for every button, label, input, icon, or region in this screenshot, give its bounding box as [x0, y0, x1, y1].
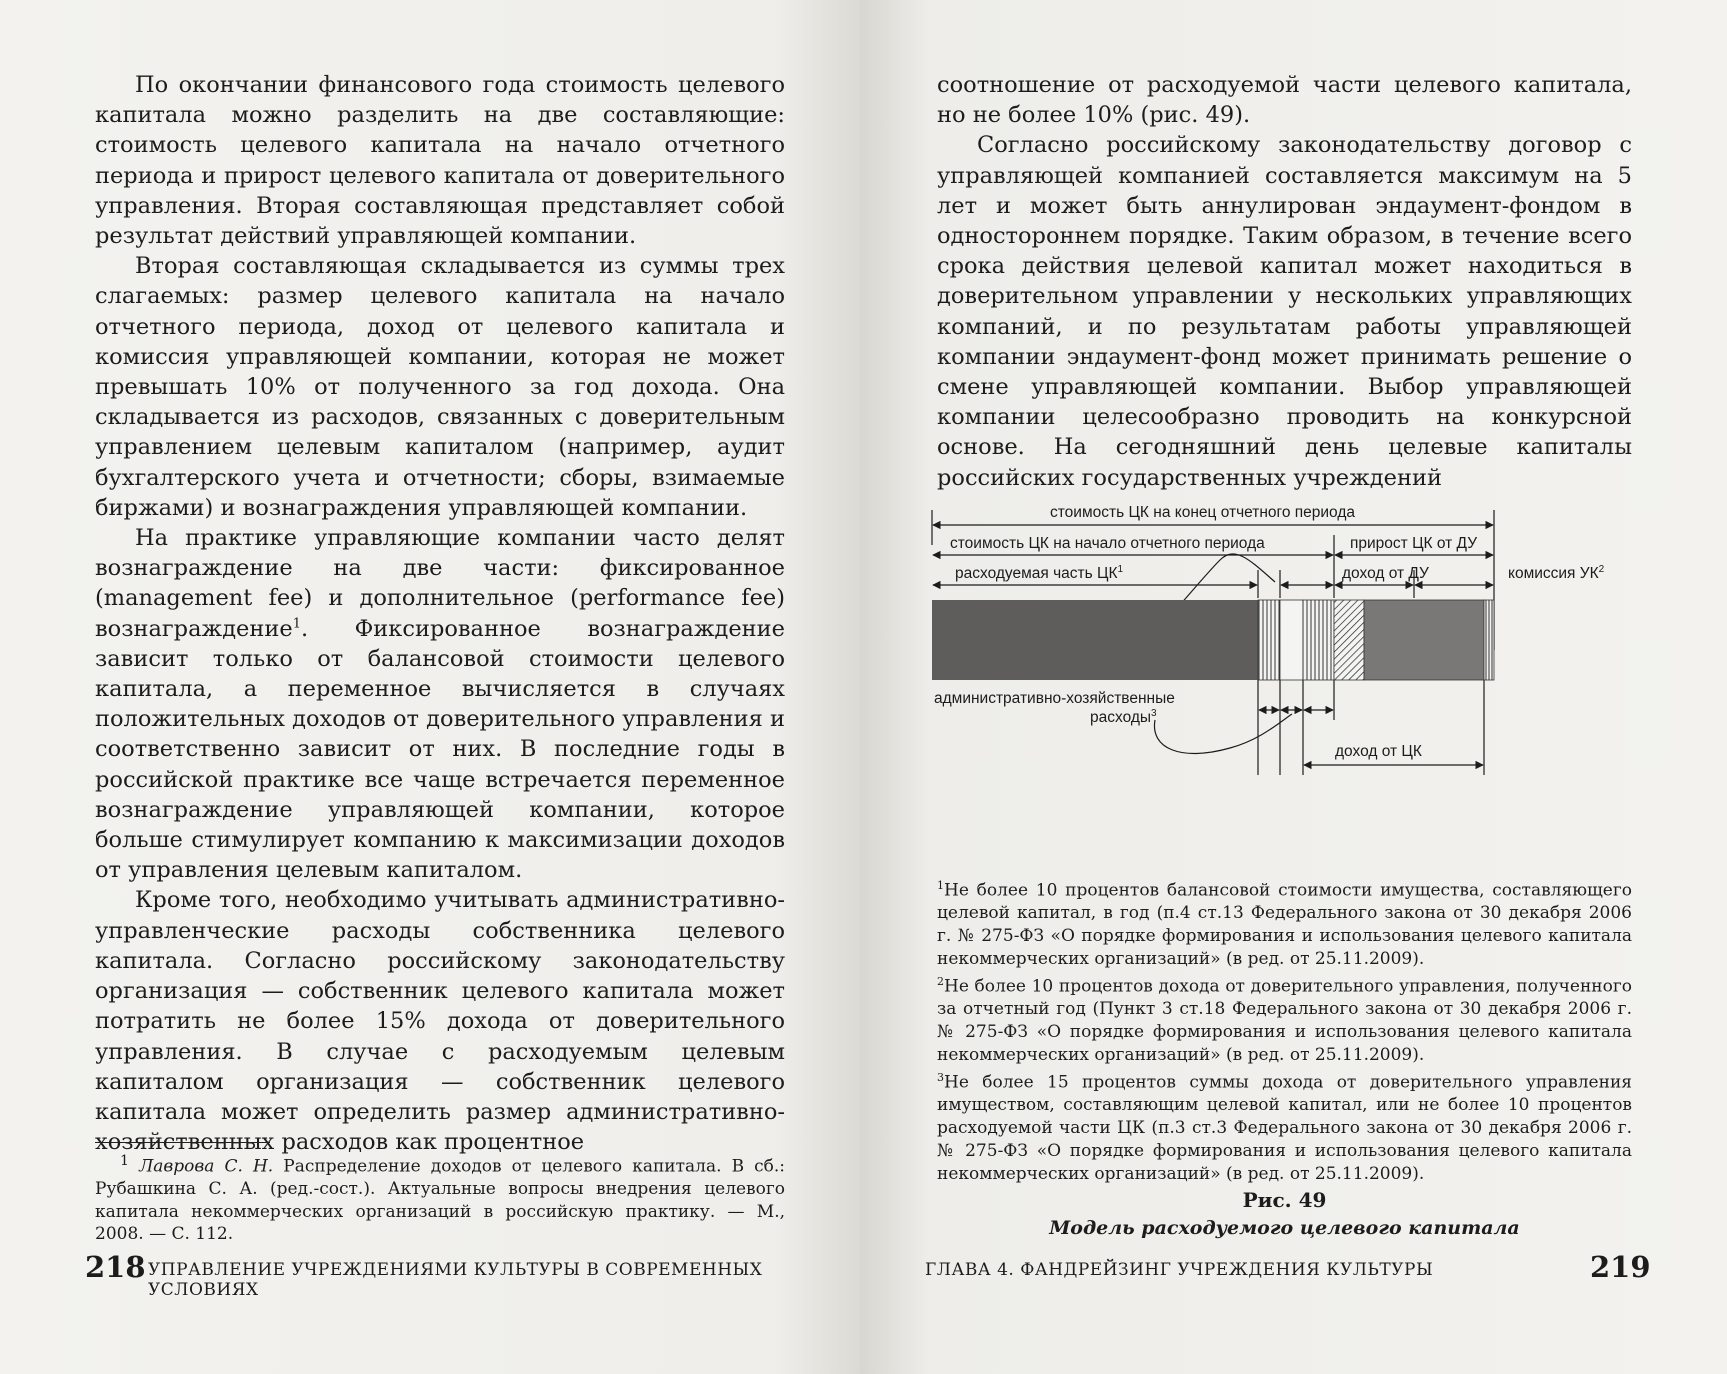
- right-body-text: [937, 70, 1632, 493]
- paragraph: Согласно российскому законодательству договор с управляющей компанией составляется максимум на 5 лет и может быть аннулирован эндаумент-фондом в одностороннем порядке. Таким образом, в течение всего срока действия целевой капитал может находиться в доверительном управлении у нескольких управляющих компаний, и по результатам работы управляющей компании эндаумент-фонд может принимать решение о смене управляющей компании. Выбор управляющей компании целесообразно проводить на конкурсной основе. На сегодняшний день целевые капиталы российских государственных учреждений: [937, 132, 1632, 491]
- footnote-ref: 1: [292, 616, 301, 632]
- bar-segment-commission: [1484, 600, 1494, 680]
- label-commission: комиссия $УК^2$: [1508, 564, 1605, 582]
- paragraph-text: На практике управляющие компании часто делят вознаграждение на две части: фиксированное (management fee) и дополнительное (performance fee) вознаграждение: [95, 525, 785, 642]
- label-admin-line1: административно-хозяйственные: [934, 690, 1175, 707]
- bar-segment-income: [1364, 600, 1484, 680]
- bar-segment-blank: [1280, 600, 1303, 680]
- figure-number: Рис. 49: [1242, 1188, 1327, 1212]
- footnote-author: Лаврова С. Н.: [139, 1156, 274, 1177]
- paragraph-with-footnote: [95, 523, 785, 885]
- footnote-text: Распределение доходов от целевого капитала. В сб.: Рубашкина С. А. (ред.-сост.). Актуальные вопросы внедрения целевого капитала некоммерческих организаций в российскую практику. — М., 2008. — С. 112.: [95, 1156, 786, 1245]
- left-page: [0, 0, 860, 1374]
- paragraph: Вторая составляющая складывается из суммы трех слагаемых: размер целевого капитала на начало отчетного периода, доход от целевого капитала и комиссия управляющей компании, которая не может превышать 10% от полученного за год дохода. Она складывается из расходов, связанных с доверительным управлением целевым капиталом (например, аудит бухгалтерского учета и отчетности; сборы, взимаемые биржами) и вознаграждения управляющей компании.: [95, 253, 785, 521]
- footnote-divider: [95, 1142, 270, 1143]
- label-income-du: доход от ДУ: [1342, 565, 1429, 582]
- left-body-text: [95, 70, 785, 1157]
- label-spent-part: расходуемая часть $ЦК^1$: [955, 564, 1124, 582]
- paragraph: соотношение от расходуемой части целевого капитала, но не более 10% (рис. 49).: [937, 72, 1632, 129]
- label-growth: прирост ЦК от ДУ: [1350, 535, 1478, 552]
- footnote: [95, 1150, 785, 1246]
- label-admin-line2: расходы$^3$: [1090, 708, 1157, 726]
- figure-footnote: $^2$Не более 10 процентов дохода от доверительного управления, полученного за отчетный год (Пункт 3 ст.18 Федерального закона от 30 декабря 2006 г. № 275-ФЗ «О порядке формирования и использования целевого капитала некоммерческих организаций» (в ред. от 25.11.2009).: [937, 974, 1632, 1065]
- footnote-number: 1: [120, 1153, 130, 1169]
- running-head-right: ГЛАВА 4. ФАНДРЕЙЗИНГ УЧРЕЖДЕНИЯ КУЛЬТУРЫ: [925, 1260, 1434, 1280]
- figure-footnote: $^3$Не более 15 процентов суммы дохода от доверительного управления имуществом, составляющим целевой капитал, или не более 10 процентов расходуемой части ЦК (п.3 ст.3 Федерального закона от 30 декабря 2006 г. № 275-ФЗ «О порядке формирования и использования целевого капитала некоммерческих организаций» (в ред. от 25.11.2009).: [937, 1070, 1632, 1184]
- paragraph: Кроме того, необходимо учитывать административно-управленческие расходы собственника целевого капитала. Согласно российскому законодательству организация — собственник целевого капитала может потратить не более 15% дохода от доверительного управления. В случае с расходуемым целевым капиталом организация — собственник целевого капитала может определить размер административно-хозяйственных расходов как процентное: [95, 887, 785, 1156]
- paragraph: По окончании финансового года стоимость целевого капитала можно разделить на две составляющие: стоимость целевого капитала на начало отчетного периода и прирост целевого капитала от доверительного управления. Вторая составляющая представляет собой результат действий управляющей компании.: [95, 72, 785, 250]
- page-number-left: 218: [85, 1250, 146, 1284]
- spendable-capital-diagram: [930, 490, 1640, 865]
- bar-segment-diagonal: [1334, 600, 1364, 680]
- figure-footnotes: [937, 875, 1632, 1185]
- label-end-value: стоимость ЦК на конец отчетного периода: [1050, 504, 1356, 521]
- label-income-ck: доход от ЦК: [1335, 743, 1422, 760]
- bar-segment-hatched: [1303, 600, 1334, 680]
- page-number-right: 219: [1590, 1250, 1651, 1284]
- bar-texture: [932, 600, 1258, 680]
- bar-segment-admin-expenses: [1258, 600, 1280, 680]
- paragraph-text: . Фиксированное вознаграждение зависит только от балансовой стоимости целевого капитала, а переменное вычисляется в случаях положительных доходов от доверительного управления и соответственно зависит от них. В последние годы в российской практике все чаще встречается переменное вознаграждение управляющей компании, которое больше стимулирует компанию к максимизации доходов от управления целевым капиталом.: [95, 615, 785, 884]
- label-start-value: стоимость ЦК на начало отчетного периода: [950, 535, 1265, 552]
- figure-diagram: [930, 490, 1640, 865]
- figure-footnote: $^1$Не более 10 процентов балансовой стоимости имущества, составляющего целевой капитал, в год (п.4 ст.13 Федерального закона от 30 декабря 2006 г. № 275-ФЗ «О порядке формирования и использования целевого капитала некоммерческих организаций» (в ред. от 25.11.2009).: [937, 879, 1632, 970]
- figure-title: Модель расходуемого целевого капитала: [1049, 1217, 1520, 1239]
- running-head-left: УПРАВЛЕНИЕ УЧРЕЖДЕНИЯМИ КУЛЬТУРЫ В СОВРЕМЕННЫХ УСЛОВИЯХ: [148, 1260, 763, 1300]
